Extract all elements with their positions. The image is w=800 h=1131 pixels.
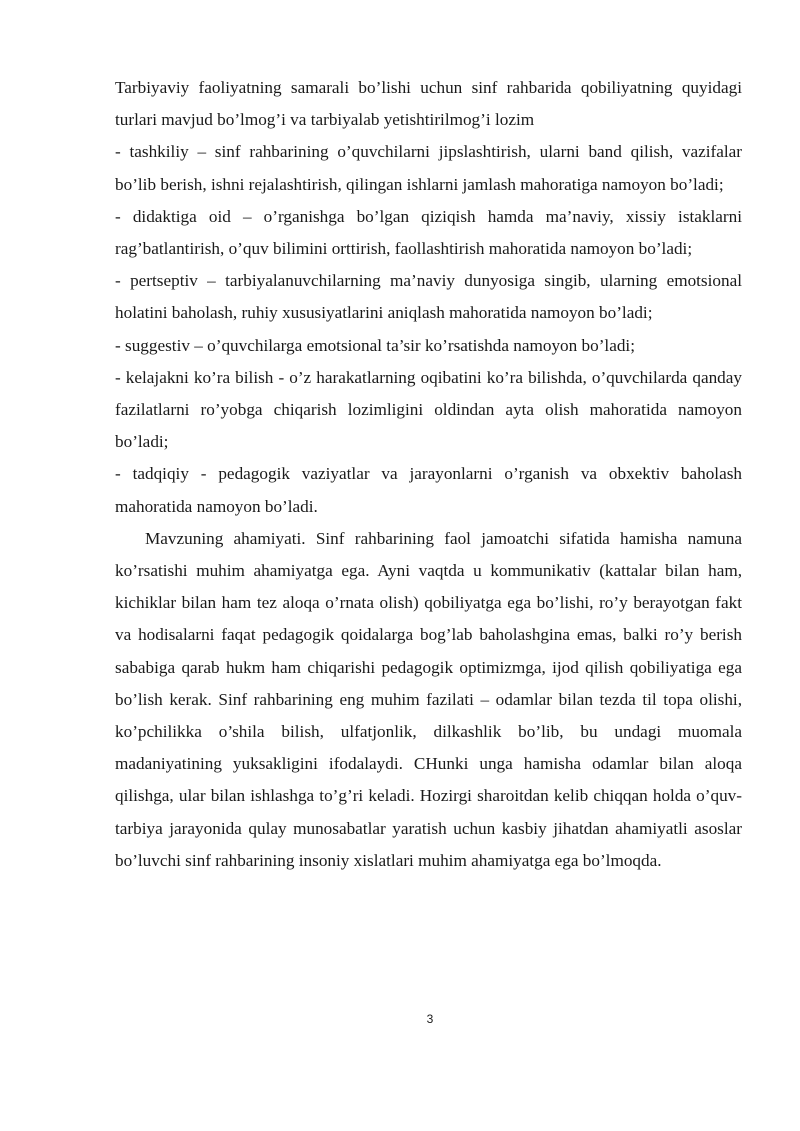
- page-number: 3: [426, 1012, 434, 1026]
- list-item-kelajak: - kelajakni ko’ra bilish - o’z harakatlarning oqibatini ko’ra bilishda, o’quvchilarda qanday fazilatlarni ro’yobga chiqarish lozimligini oldindan ayta olish mahoratida namoyon bo’ladi;: [115, 367, 742, 452]
- list-item-suggestiv: - suggestiv – o’quvchilarga emotsional ta’sir ko’rsatishda namoyon bo’ladi;: [115, 335, 635, 355]
- paragraph-intro: Tarbiyaviy faoliyatning samarali bo’lishi uchun sinf rahbarida qobiliyatning quyidagi turlari mavjud bo’lmog’i va tarbiyalab yetishtirilmog’i lozim: [115, 78, 742, 130]
- paragraph-mavzuning-ahamiyati: Mavzuning ahamiyati. Sinf rahbarining faol jamoatchi sifatida hamisha namuna ko’rsatishi muhim ahamiyatga ega. Ayni vaqtda u kommunikativ (kattalar bilan ham, kichiklar bilan ham tez aloqa o’rnata olish) qobiliyatga ega bo’lishi, ro’y berayotgan fakt va hodisalarni faqat pedagogik qoidalarga bog’lab baholashgina emas, balki ro’y berish sababiga qarab hukm ham chiqarishi pedagogik optimizmga, ijod qilish qobiliyatiga ega bo’lish kerak. Sinf rahbarining eng muhim fazilati – odamlar bilan tezda til topa olishi, ko’pchilikka o’shila bilish, ulfatjonlik, dilkashlik bo’lib, bu undagi muomala madaniyatining yuksakligini ifodalaydi. CHunki unga hamisha odamlar bilan aloqa qilishga, ular bilan ishlashga to’g’ri keladi. Hozirgi sharoitdan kelib chiqqan holda o’quv-tarbiya jarayonida qulay munosabatlar yaratish uchun kasbiy jihatdan ahamiyatli asoslar bo’luvchi sinf rahbarining insoniy xislatlari muhim ahamiyatga ega bo’lmoqda.: [115, 528, 742, 870]
- list-item-pertseptiv: - pertseptiv – tarbiyalanuvchilarning ma’naviy dunyosiga singib, ularning emotsional holatini baholash, ruhiy xususiyatlarini aniqlash mahoratida namoyon bo’ladi;: [115, 271, 742, 323]
- list-item-tadqiqiy: - tadqiqiy - pedagogik vaziyatlar va jarayonlarni o’rganish va obxektiv baholash mahoratida namoyon bo’ladi.: [115, 464, 742, 516]
- list-item-didaktiga: - didaktiga oid – o’rganishga bo’lgan qiziqish hamda ma’naviy, xissiy istaklarni rag’batlantirish, o’quv bilimini orttirish, faollashtirish mahoratida namoyon bo’ladi;: [115, 206, 742, 259]
- document-body: [115, 72, 742, 877]
- list-item-tashkiliy: - tashkiliy – sinf rahbarining o’quvchilarni jipslashtirish, ularni band qilish, vazifalar bo’lib berish, ishni rejalashtirish, qilingan ishlarni jamlash mahoratiga namoyon bo’ladi;: [115, 142, 742, 194]
